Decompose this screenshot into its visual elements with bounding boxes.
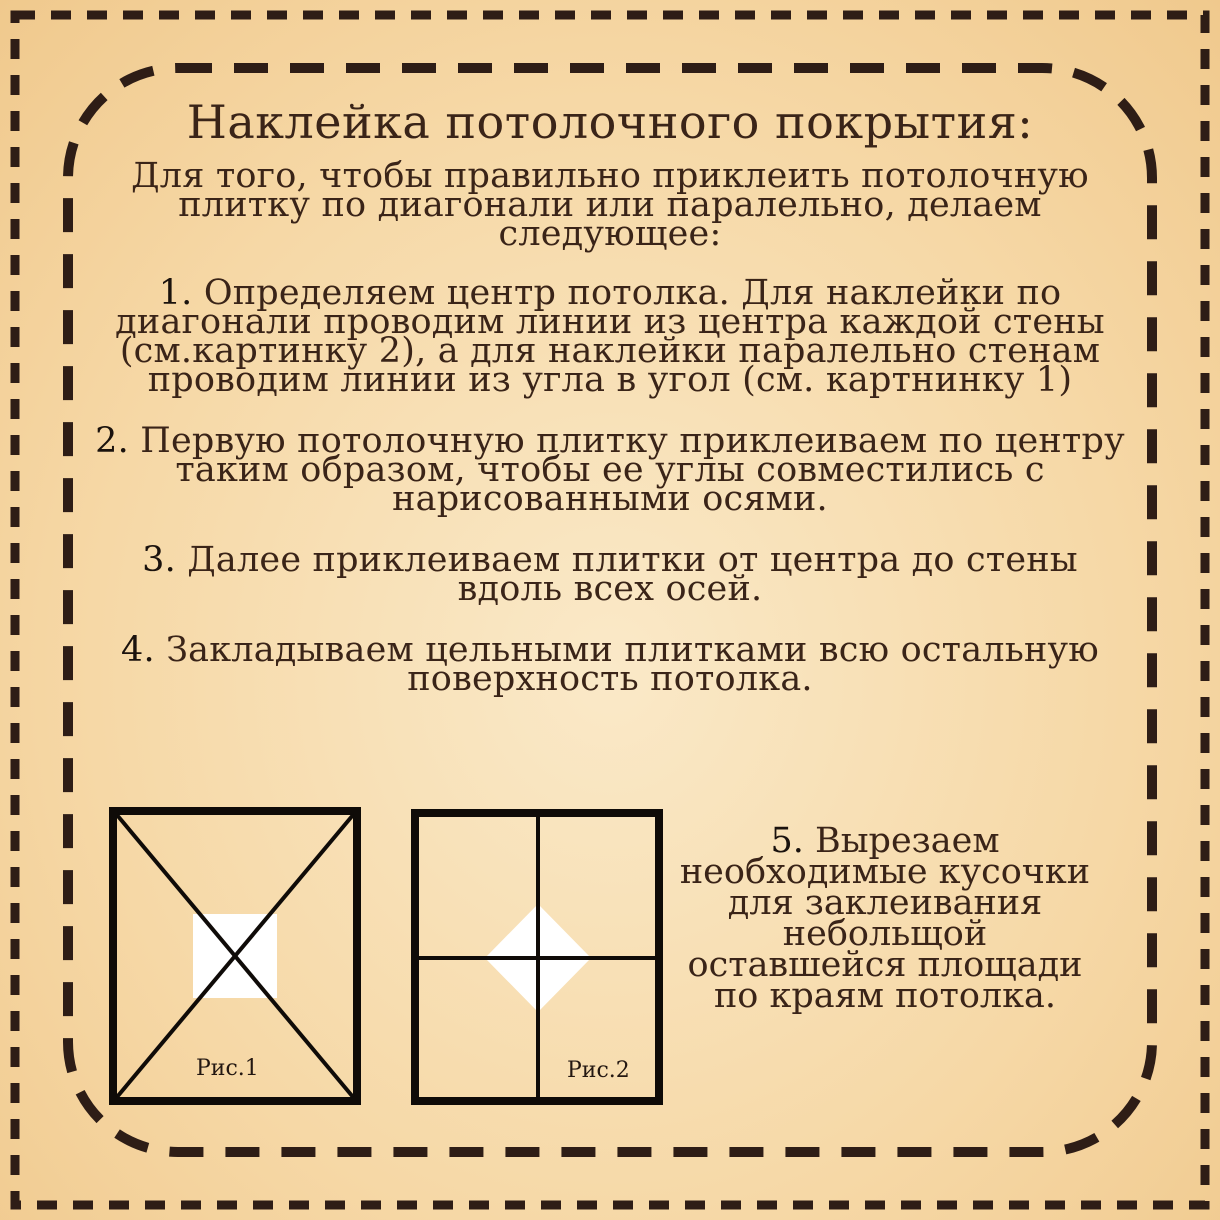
step-1-number: 1.	[158, 273, 193, 313]
step-2-text: Первую потолочную плитку приклеиваем по центру таким образом, чтобы ее углы совместились с нарисованными осями.	[128, 421, 1125, 519]
step-1-text: Определяем центр потолка. Для наклейки по диагонали проводим линии из центра каждой стены (см.картинку 2), а для наклейки паралельно стенам проводим линии из угла в угол (см. картнинку 1)	[115, 273, 1105, 400]
step-1	[90, 273, 1130, 400]
intro-paragraph: Для того, чтобы правильно приклеить потолочную плитку по диагонали или паралельно, делаем следующее:	[131, 156, 1089, 254]
figure-2-label: Рис.2	[567, 1058, 630, 1083]
step-5	[670, 821, 1100, 1016]
step-5-number: 5.	[770, 821, 804, 861]
instructions-text	[90, 95, 1130, 699]
step-3-text: Далее приклеиваем плитки от центра до стены вдоль всех осей.	[175, 540, 1078, 609]
step-2-number: 2.	[95, 421, 129, 461]
page-title: Наклейка потолочного покрытия:	[186, 95, 1034, 149]
step-3-number: 3.	[142, 540, 176, 580]
step-4-text: Закладываем цельными плитками всю остальную поверхность потолка.	[154, 630, 1099, 699]
step-3	[90, 540, 1130, 609]
step-5-text: Вырезаем необходимые кусочки для заклеивания небольщой оставшейся площади по краям потолка.	[679, 821, 1091, 1016]
step-4-number: 4.	[121, 630, 155, 670]
step-2	[90, 421, 1130, 519]
step-4	[90, 630, 1130, 699]
figure-1-label: Рис.1	[196, 1056, 259, 1081]
